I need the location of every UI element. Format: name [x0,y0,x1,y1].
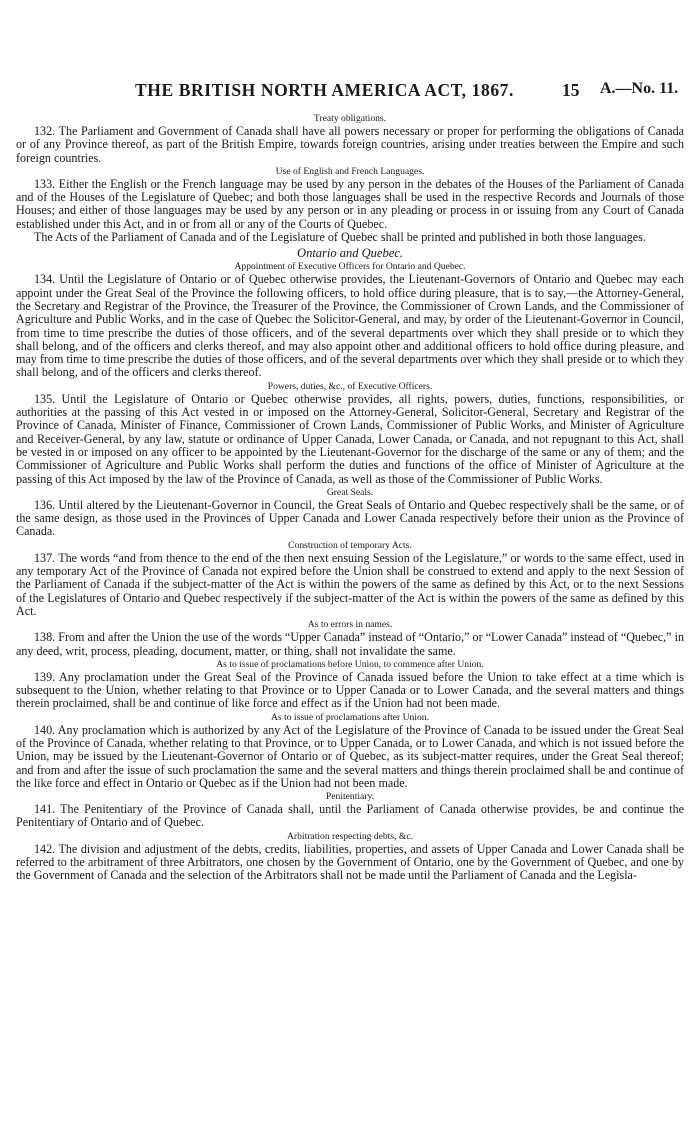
section-paragraph: 141. The Penitentiary of the Province of Canada shall, until the Parliament of Canada otherwise provides, be and continue the Penitentiary of Ontario and of Quebec. [16,802,684,830]
marginal-note: Appointment of Executive Officers for Ontario and Quebec. [234,261,466,273]
section-paragraph: 138. From and after the Union the use of the words “Upper Canada” instead of “Ontario,” or “Lower Canada” instead of “Quebec,” in any deed, writ, process, pleading, document, matter, or thing, shall not invalidate the same. [16,630,684,658]
section-paragraph: 135. Until the Legislature of Ontario or Quebec otherwise provides, all rights, powers, duties, functions, responsibilities, or authorities at the passing of this Act vested in or imposed on the Attorney-General, Solicitor-General, Secretary and Registrar of the Province of Canada, Minister of Finance, Commissioner of Crown Lands, Commissioner of Public Works, and Minister of Agriculture and Receiver-General, by any law, statute or ordinance of Upper Canada, Lower Canada, or Canada, and not repugnant to this Act, shall be vested in or imposed on any officer to be appointed by the Lieutenant-Governor for the discharge of the same or any of them; and the Commissioner of Agriculture and Public Works shall perform the duties and functions of the office of Minister of Agriculture at the passing of this Act imposed by the law of the Province of Canada, as well as those of the Commissioner of Public Works. [16,391,684,486]
section-paragraph: 132. The Parliament and Government of Canada shall have all powers necessary or proper for performing the obligations of Canada or of any Province thereof, as part of the British Empire, towards foreign countries, arising under treaties between the Empire and such foreign countries. [16,124,684,165]
page-number: 15 [562,80,580,100]
section-paragraph: The Acts of the Parliament of Canada and of the Legislature of Quebec shall be printed and published in both those languages. [34,230,646,245]
document-reference: A.—No. 11. [600,80,679,97]
section-paragraph: 133. Either the English or the French language may be used by any person in the debates of the Houses of the Parliament of Canada and of the Houses of the Legislature of Quebec; and both those languages shall be used in the respective Records and Journals of those Houses; and either of those languages may be used by any person or in any pleading or process in or issuing from any Court of Canada established under this Act, and in or from all or any of the Courts of Quebec. [16,176,684,231]
marginal-note: Treaty obligations. [313,113,387,124]
marginal-note: Use of English and French Languages. [275,165,425,177]
section-paragraph: 134. Until the Legislature of Ontario or of Quebec otherwise provides, the Lieutenant-Governors of Ontario and Quebec may each appoint under the Great Seal of the Province the following officers, to hold office during pleasure, that is to say,—the Attorney-General, the Secretary and Registrar of the Province, the Treasurer of the Province, the Commissioner of Crown Lands, and the Commissioner of Agriculture and Public Works, and in the case of Quebec the Solicitor-General, and may, by order of the Lieutenant-Governor in Council, from time to time prescribe the duties of those officers, and of the several departments over which they shall preside or to which they shall belong, and of the officers and clerks thereof, and may also appoint other and additional officers to hold office during pleasure, and may from time to time prescribe the duties of those officers, and of the several departments over which they shall preside or to which they shall belong, and of the officers and clerks thereof. [16,272,684,380]
section-paragraph: 142. The division and adjustment of the debts, credits, liabilities, properties, and assets of Upper Canada and Lower Canada shall be referred to the arbitrament of three Arbitrators, one chosen by the Government of Ontario, one by the Government of Quebec, and one by the Government of Canada and the selection of the Arbitrators shall not be made until the Parliament of Canada and the Legisla- [16,841,684,883]
act-text [16,112,684,883]
section-paragraph: 139. Any proclamation under the Great Seal of the Province of Canada issued before the Union to take effect at a time which is subsequent to the Union, whether relating to that Province or to Upper Canada or to Lower Canada, and the several matters and things therein proclaimed, shall be and continue of like force and effect as if the Union had not been made. [16,669,684,711]
marginal-note: Penitentiary. [325,791,375,803]
marginal-note: Powers, duties, &c., of Executive Officers. [267,380,433,392]
marginal-note: Great Seals. [326,486,374,498]
running-header [0,80,700,102]
marginal-note: As to issue of proclamations after Union. [271,711,429,723]
marginal-note: Construction of temporary Acts. [288,539,412,551]
part-heading: Ontario and Quebec. [297,246,403,261]
section-paragraph: 137. The words “and from thence to the end of the then next ensuing Session of the Legislature,” or words to the same effect, used in any temporary Act of the Province of Canada not expired before the Union shall be construed to extend and apply to the next Session of the Parliament of Canada if the subject-matter of the Act is within the powers of the same as defined by this Act, or to the next Sessions of the Legislatures of Ontario and Quebec respectively if the subject-matter of the Act is within the powers of the same as defined by this Act. [16,550,684,618]
marginal-note: As to issue of proclamations before Union, to commence after Union. [216,658,484,670]
section-paragraph: 136. Until altered by the Lieutenant-Governor in Council, the Great Seals of Ontario and Quebec respectively shall be the same, or of the same design, as those used in the Provinces of Upper Canada and Lower Canada respectively before their union as the Province of Canada. [16,497,684,539]
marginal-note: As to errors in names. [307,619,393,631]
page-title: THE BRITISH NORTH AMERICA ACT, 1867. [135,80,514,100]
section-paragraph: 140. Any proclamation which is authorized by any Act of the Legislature of the Province of Canada to be issued under the Great Seal of the Province of Canada, whether relating to that Province, or to Upper Canada, or to Lower Canada, and which is not issued before the Union, may be issued by the Lieutenant-Governor of Ontario or of Quebec, as its subject-matter requires, under the Great Seal thereof; and from and after the issue of such proclamation the same and the several matters and things therein proclaimed shall be and continue of the like force and effect in Ontario or Quebec as if the Union had not been made. [16,722,684,790]
marginal-note: Arbitration respecting debts, &c. [286,830,414,842]
